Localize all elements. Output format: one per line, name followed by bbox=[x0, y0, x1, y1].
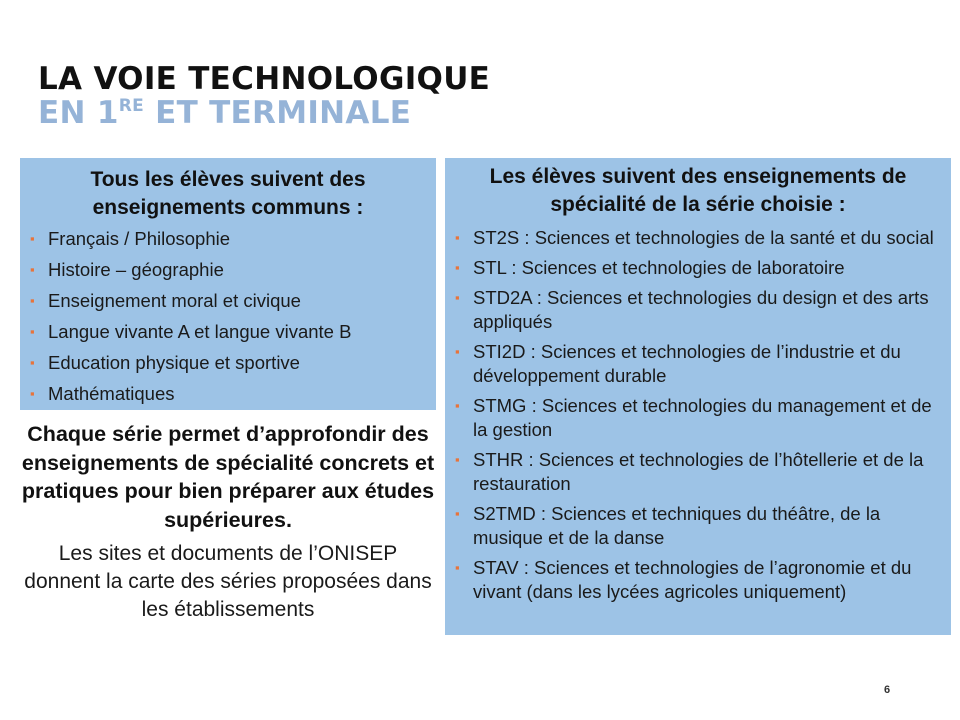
bullet-icon: ▪ bbox=[30, 386, 35, 401]
list-item bbox=[455, 394, 941, 442]
series-note bbox=[20, 420, 436, 624]
list-item-text: STI2D : Sciences et technologies de l’industrie et du développement durable bbox=[473, 341, 901, 386]
bullet-icon: ▪ bbox=[30, 262, 35, 277]
list-item-text: S2TMD : Sciences et techniques du théâtre, de la musique et de la danse bbox=[473, 503, 881, 548]
list-item-text: Histoire – géographie bbox=[48, 259, 224, 280]
title-line-1: LA VOIE TECHNOLOGIQUE bbox=[38, 61, 491, 97]
series-note-onisep: Les sites et documents de l’ONISEP donnent la carte des séries proposées dans les établissements bbox=[24, 542, 432, 621]
list-item-text: STL : Sciences et technologies de laboratoire bbox=[473, 257, 845, 278]
bullet-icon: ▪ bbox=[455, 452, 460, 467]
list-item bbox=[30, 321, 426, 343]
list-item bbox=[455, 256, 941, 280]
list-item bbox=[30, 383, 426, 405]
list-item-text: STHR : Sciences et technologies de l’hôtellerie et de la restauration bbox=[473, 449, 924, 494]
bullet-icon: ▪ bbox=[30, 324, 35, 339]
common-subjects-list bbox=[30, 228, 426, 405]
common-subjects-heading: Tous les élèves suivent des enseignements communs : bbox=[90, 168, 366, 219]
bullet-icon: ▪ bbox=[455, 230, 460, 245]
list-item-text: ST2S : Sciences et technologies de la santé et du social bbox=[473, 227, 934, 248]
list-item-text: STAV : Sciences et technologies de l’agronomie et du vivant (dans les lycées agricoles uniquement) bbox=[473, 557, 912, 602]
list-item bbox=[455, 556, 941, 604]
bullet-icon: ▪ bbox=[30, 231, 35, 246]
specialty-subjects-box bbox=[445, 158, 951, 635]
specialty-subjects-heading: Les élèves suivent des enseignements de spécialité de la série choisie : bbox=[489, 165, 907, 216]
page-number: 6 bbox=[884, 684, 891, 696]
title-line-2 bbox=[38, 96, 490, 130]
list-item-text: Mathématiques bbox=[48, 383, 175, 404]
list-item-text: Français / Philosophie bbox=[48, 228, 231, 249]
list-item-text: STD2A : Sciences et technologies du design et des arts appliqués bbox=[473, 287, 929, 332]
bullet-icon: ▪ bbox=[30, 355, 35, 370]
bullet-icon: ▪ bbox=[30, 293, 35, 308]
list-item-text: Education physique et sportive bbox=[48, 352, 300, 373]
list-item bbox=[30, 352, 426, 374]
bullet-icon: ▪ bbox=[455, 506, 460, 521]
common-subjects-box bbox=[20, 158, 436, 410]
list-item bbox=[455, 340, 941, 388]
title-superscript: RE bbox=[118, 96, 144, 116]
specialty-subjects-list bbox=[455, 226, 941, 604]
list-item bbox=[30, 259, 426, 281]
bullet-icon: ▪ bbox=[455, 560, 460, 575]
bullet-icon: ▪ bbox=[455, 344, 460, 359]
slide-title bbox=[38, 62, 490, 130]
list-item bbox=[30, 228, 426, 250]
bullet-icon: ▪ bbox=[455, 260, 460, 275]
list-item bbox=[455, 286, 941, 334]
bullet-icon: ▪ bbox=[455, 398, 460, 413]
list-item bbox=[455, 226, 941, 250]
list-item bbox=[455, 502, 941, 550]
series-note-strong: Chaque série permet d’approfondir des enseignements de spécialité concrets et pratiques pour bien préparer aux études supérieures. bbox=[21, 422, 435, 532]
bullet-icon: ▪ bbox=[455, 290, 460, 305]
list-item bbox=[30, 290, 426, 312]
title-line-2-prefix: EN 1 bbox=[38, 95, 119, 131]
list-item-text: Enseignement moral et civique bbox=[48, 290, 301, 311]
title-line-2-suffix: ET TERMINALE bbox=[144, 95, 412, 131]
list-item-text: STMG : Sciences et technologies du management et de la gestion bbox=[473, 395, 932, 440]
list-item-text: Langue vivante A et langue vivante B bbox=[48, 321, 352, 342]
list-item bbox=[455, 448, 941, 496]
